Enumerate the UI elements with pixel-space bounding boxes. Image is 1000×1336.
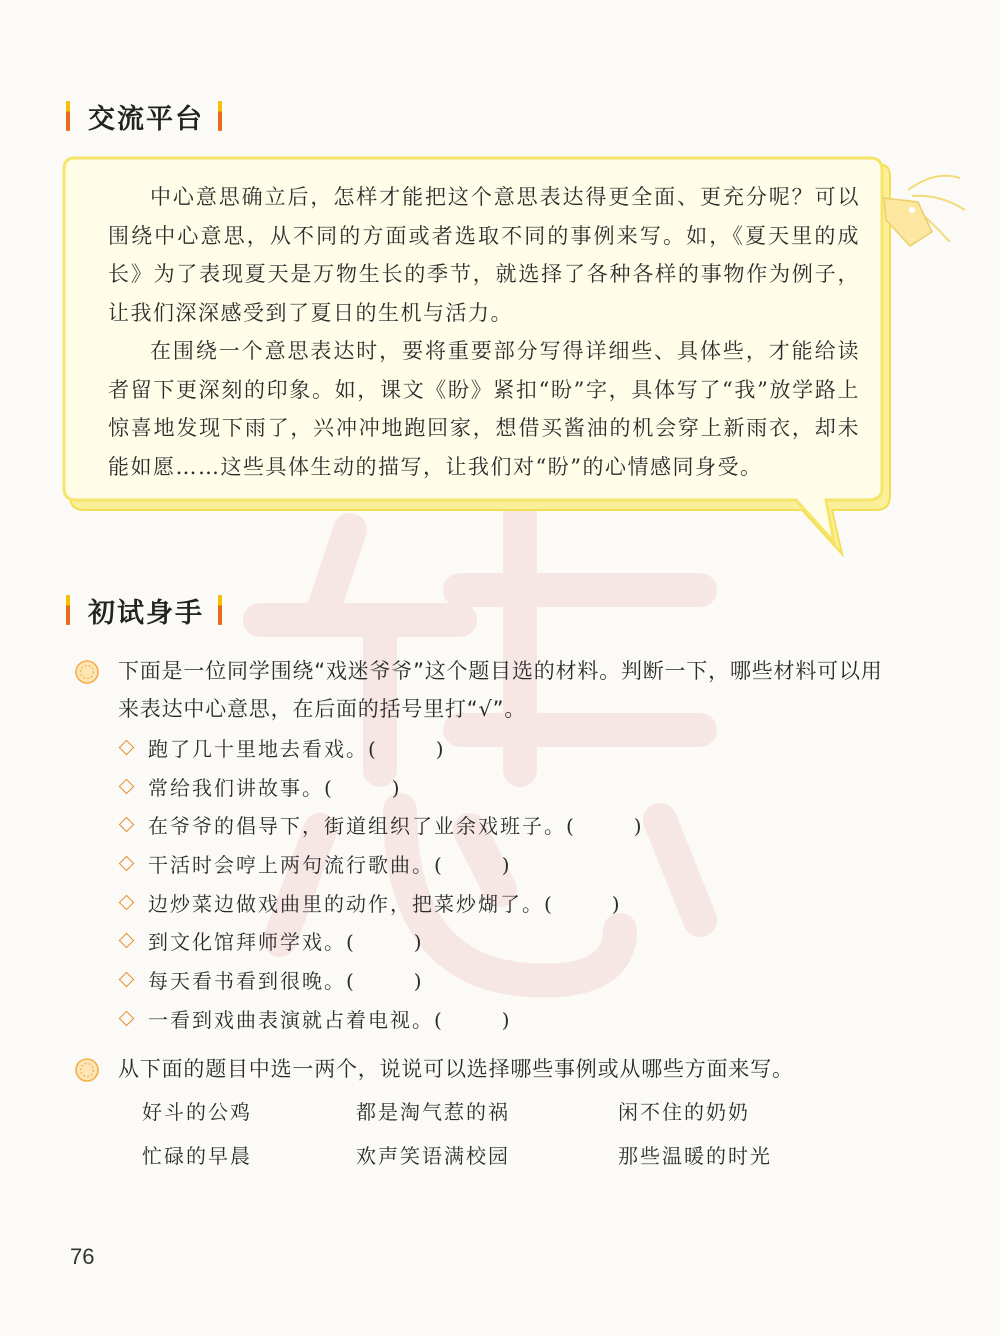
section-title: 交流平台 xyxy=(88,103,204,135)
option-item xyxy=(118,921,642,960)
bullet-circle-icon xyxy=(74,1057,100,1083)
paragraph: 在围绕一个意思表达时，要将重要部分写得详细些、具体些，才能给读者留下更深刻的印象。如，课文《盼》紧扣“盼”字，具体写了“我”放学路上惊喜地发现下雨了，兴冲冲地跑回家，想借买酱油的机会穿上新雨衣，却未能如愿……这些具体生动的描写，让我们对“盼”的心情感同身受。 xyxy=(108,339,860,479)
topic-item: 忙碌的早晨 xyxy=(142,1144,252,1168)
diamond-icon xyxy=(119,817,135,833)
topic-item: 好斗的公鸡 xyxy=(142,1100,252,1124)
topic-item: 闲不住的奶奶 xyxy=(618,1100,750,1124)
answer-blank[interactable]: ( ) xyxy=(346,968,422,993)
option-text: 跑了几十里地去看戏。 xyxy=(148,736,368,761)
task-2 xyxy=(74,1050,894,1088)
option-item xyxy=(118,883,642,922)
heading-bar-right xyxy=(218,595,222,625)
topic-item: 都是淘气惹的祸 xyxy=(356,1100,510,1124)
option-text: 干活时会哼上两句流行歌曲。 xyxy=(148,852,434,877)
task-prompt: 下面是一位同学围绕“戏迷爷爷”这个题目选的材料。判断一下，哪些材料可以用来表达中心意思，在后面的括号里打“√”。 xyxy=(118,659,883,721)
option-list xyxy=(118,728,642,1038)
page-number: 76 xyxy=(70,1244,95,1269)
diamond-icon xyxy=(119,972,135,988)
option-text: 一看到戏曲表演就占着电视。 xyxy=(148,1007,434,1032)
diamond-icon xyxy=(119,894,135,910)
section-heading-exchange xyxy=(66,94,222,138)
answer-blank[interactable]: ( ) xyxy=(434,1007,510,1032)
topic-item: 欢声笑语满校园 xyxy=(356,1144,510,1168)
option-text: 每天看书看到很晚。 xyxy=(148,968,346,993)
diamond-icon xyxy=(119,933,135,949)
diamond-icon xyxy=(119,856,135,872)
option-item xyxy=(118,960,642,999)
diamond-icon xyxy=(119,778,135,794)
answer-blank[interactable]: ( ) xyxy=(368,736,444,761)
heading-bar-left xyxy=(66,101,70,131)
option-item xyxy=(118,844,642,883)
topic-grid xyxy=(142,1098,818,1170)
option-item xyxy=(118,805,642,844)
option-text: 在爷爷的倡导下，街道组织了业余戏班子。 xyxy=(148,814,566,839)
section-title: 初试身手 xyxy=(88,597,204,629)
option-text: 常给我们讲故事。 xyxy=(148,775,324,800)
answer-blank[interactable]: ( ) xyxy=(434,852,510,877)
topic-item: 那些温暖的时光 xyxy=(618,1144,772,1168)
option-item xyxy=(118,999,642,1038)
option-text: 到文化馆拜师学戏。 xyxy=(148,930,346,955)
answer-blank[interactable]: ( ) xyxy=(346,930,422,955)
task-1 xyxy=(74,652,894,728)
option-item xyxy=(118,767,642,806)
bullet-circle-icon xyxy=(74,659,100,685)
option-item xyxy=(118,728,642,767)
heading-bar-right xyxy=(218,101,222,131)
answer-blank[interactable]: ( ) xyxy=(544,891,620,916)
diamond-icon xyxy=(119,1010,135,1026)
exchange-text xyxy=(108,178,860,486)
tag-icon xyxy=(884,176,965,246)
answer-blank[interactable]: ( ) xyxy=(324,775,400,800)
option-text: 边炒菜边做戏曲里的动作，把菜炒煳了。 xyxy=(148,891,544,916)
diamond-icon xyxy=(119,740,135,756)
answer-blank[interactable]: ( ) xyxy=(566,814,642,839)
heading-bar-left xyxy=(66,595,70,625)
paragraph: 中心意思确立后，怎样才能把这个意思表达得更全面、更充分呢？可以围绕中心意思，从不同的方面或者选取不同的事例来写。如，《夏天里的成长》为了表现夏天是万物生长的季节，就选择了各种各样的事物作为例子，让我们深深感受到了夏日的生机与活力。 xyxy=(108,185,860,325)
task-prompt: 从下面的题目中选一两个，说说可以选择哪些事例或从哪些方面来写。 xyxy=(118,1057,794,1081)
section-heading-practice xyxy=(66,588,222,632)
speech-bubble xyxy=(60,150,1000,570)
